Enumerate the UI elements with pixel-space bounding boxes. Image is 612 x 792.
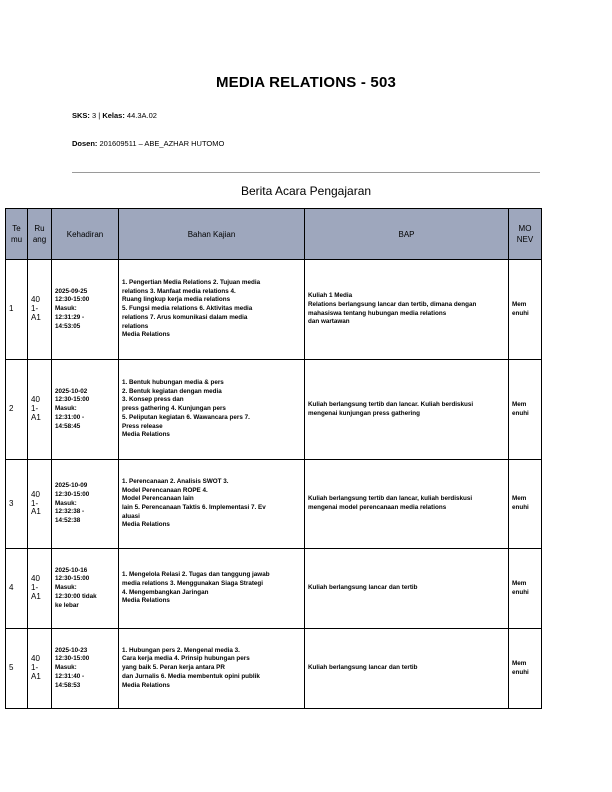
header-ruang: Ru ang — [28, 209, 52, 260]
cell-bap: Kuliah berlangsung tertib dan lancar, kuliah berdiskusi mengenai model perencanaan media relations — [305, 460, 509, 549]
cell-kehadiran: 2025-09-25 12:30-15:00 Masuk: 12:31:29 - 14:53:05 — [52, 260, 119, 360]
cell-ruang: 40 1- A1 — [28, 460, 52, 549]
table-row — [6, 629, 542, 709]
cell-ruang: 40 1- A1 — [28, 360, 52, 460]
cell-bahan-kajian: 1. Bentuk hubungan media & pers 2. Bentuk kegiatan dengan media 3. Konsep press dan press gathering 4. Kunjungan pers 5. Peliputan kegiatan 6. Wawancara pers 7. Press release Media Relations — [119, 360, 305, 460]
header-monev: MO NEV — [509, 209, 542, 260]
header-bap: BAP — [305, 209, 509, 260]
divider — [72, 172, 540, 173]
section-title: Berita Acara Pengajaran — [240, 184, 372, 198]
cell-monev: Mem enuhi — [509, 549, 542, 629]
cell-monev: Mem enuhi — [509, 460, 542, 549]
teaching-record-table — [5, 208, 542, 709]
cell-kehadiran: 2025-10-02 12:30-15:00 Masuk: 12:31:00 - 14:58:45 — [52, 360, 119, 460]
kelas-value: 44.3A.02 — [126, 111, 157, 120]
cell-ruang: 40 1- A1 — [28, 629, 52, 709]
cell-monev: Mem enuhi — [509, 629, 542, 709]
cell-temu: 5 — [6, 629, 28, 709]
cell-bahan-kajian: 1. Mengelola Relasi 2. Tugas dan tanggung jawab media relations 3. Menggunakan Siaga Strategi 4. Mengembangkan Jaringan Media Relations — [119, 549, 305, 629]
dosen-label: Dosen: — [72, 139, 98, 148]
cell-bahan-kajian: 1. Pengertian Media Relations 2. Tujuan media relations 3. Manfaat media relations 4. Ruang lingkup kerja media relations 5. Fungsi media relations 6. Aktivitas media relations 7. Arus komunikasi dalam media relations Media Relations — [119, 260, 305, 360]
table-row — [6, 360, 542, 460]
table-row — [6, 260, 542, 360]
dosen-value: 201609511 – ABE_AZHAR HUTOMO — [99, 139, 225, 148]
header-bahan-kajian: Bahan Kajian — [119, 209, 305, 260]
kelas-label: Kelas: — [102, 111, 125, 120]
cell-bap: Kuliah berlangsung tertib dan lancar. Kuliah berdiskusi mengenai kunjungan press gathering — [305, 360, 509, 460]
cell-temu: 3 — [6, 460, 28, 549]
cell-bap: Kuliah berlangsung lancar dan tertib — [305, 629, 509, 709]
cell-kehadiran: 2025-10-16 12:30-15:00 Masuk: 12:30:00 tidak ke lebar — [52, 549, 119, 629]
cell-kehadiran: 2025-10-09 12:30-15:00 Masuk: 12:32:38 - 14:52:38 — [52, 460, 119, 549]
page-title: MEDIA RELATIONS - 503 — [215, 74, 397, 91]
cell-ruang: 40 1- A1 — [28, 260, 52, 360]
cell-bahan-kajian: 1. Hubungan pers 2. Mengenal media 3. Cara kerja media 4. Prinsip hubungan pers yang baik 5. Peran kerja antara PR dan Jurnalis 6. Media membentuk opini publik Media Relations — [119, 629, 305, 709]
table-row — [6, 549, 542, 629]
course-info — [72, 111, 157, 120]
lecturer-info — [72, 139, 224, 148]
cell-temu: 2 — [6, 360, 28, 460]
table-row — [6, 460, 542, 549]
cell-bap: Kuliah 1 Media Relations berlangsung lancar dan tertib, dimana dengan mahasiswa tentang hubungan media relations dan wartawan — [305, 260, 509, 360]
header-temu: Te mu — [6, 209, 28, 260]
sks-label: SKS: — [72, 111, 90, 120]
cell-temu: 1 — [6, 260, 28, 360]
cell-kehadiran: 2025-10-23 12:30-15:00 Masuk: 12:31:40 - 14:58:53 — [52, 629, 119, 709]
cell-bahan-kajian: 1. Perencanaan 2. Analisis SWOT 3. Model Perencanaan ROPE 4. Model Perencanaan lain lain 5. Perencanaan Taktis 6. Implementasi 7. Ev aluasi Media Relations — [119, 460, 305, 549]
cell-bap: Kuliah berlangsung lancar dan tertib — [305, 549, 509, 629]
cell-temu: 4 — [6, 549, 28, 629]
sks-value: 3 | — [92, 111, 103, 120]
cell-monev: Mem enuhi — [509, 260, 542, 360]
cell-ruang: 40 1- A1 — [28, 549, 52, 629]
header-kehadiran: Kehadiran — [52, 209, 119, 260]
table-header-row — [6, 209, 542, 260]
cell-monev: Mem enuhi — [509, 360, 542, 460]
